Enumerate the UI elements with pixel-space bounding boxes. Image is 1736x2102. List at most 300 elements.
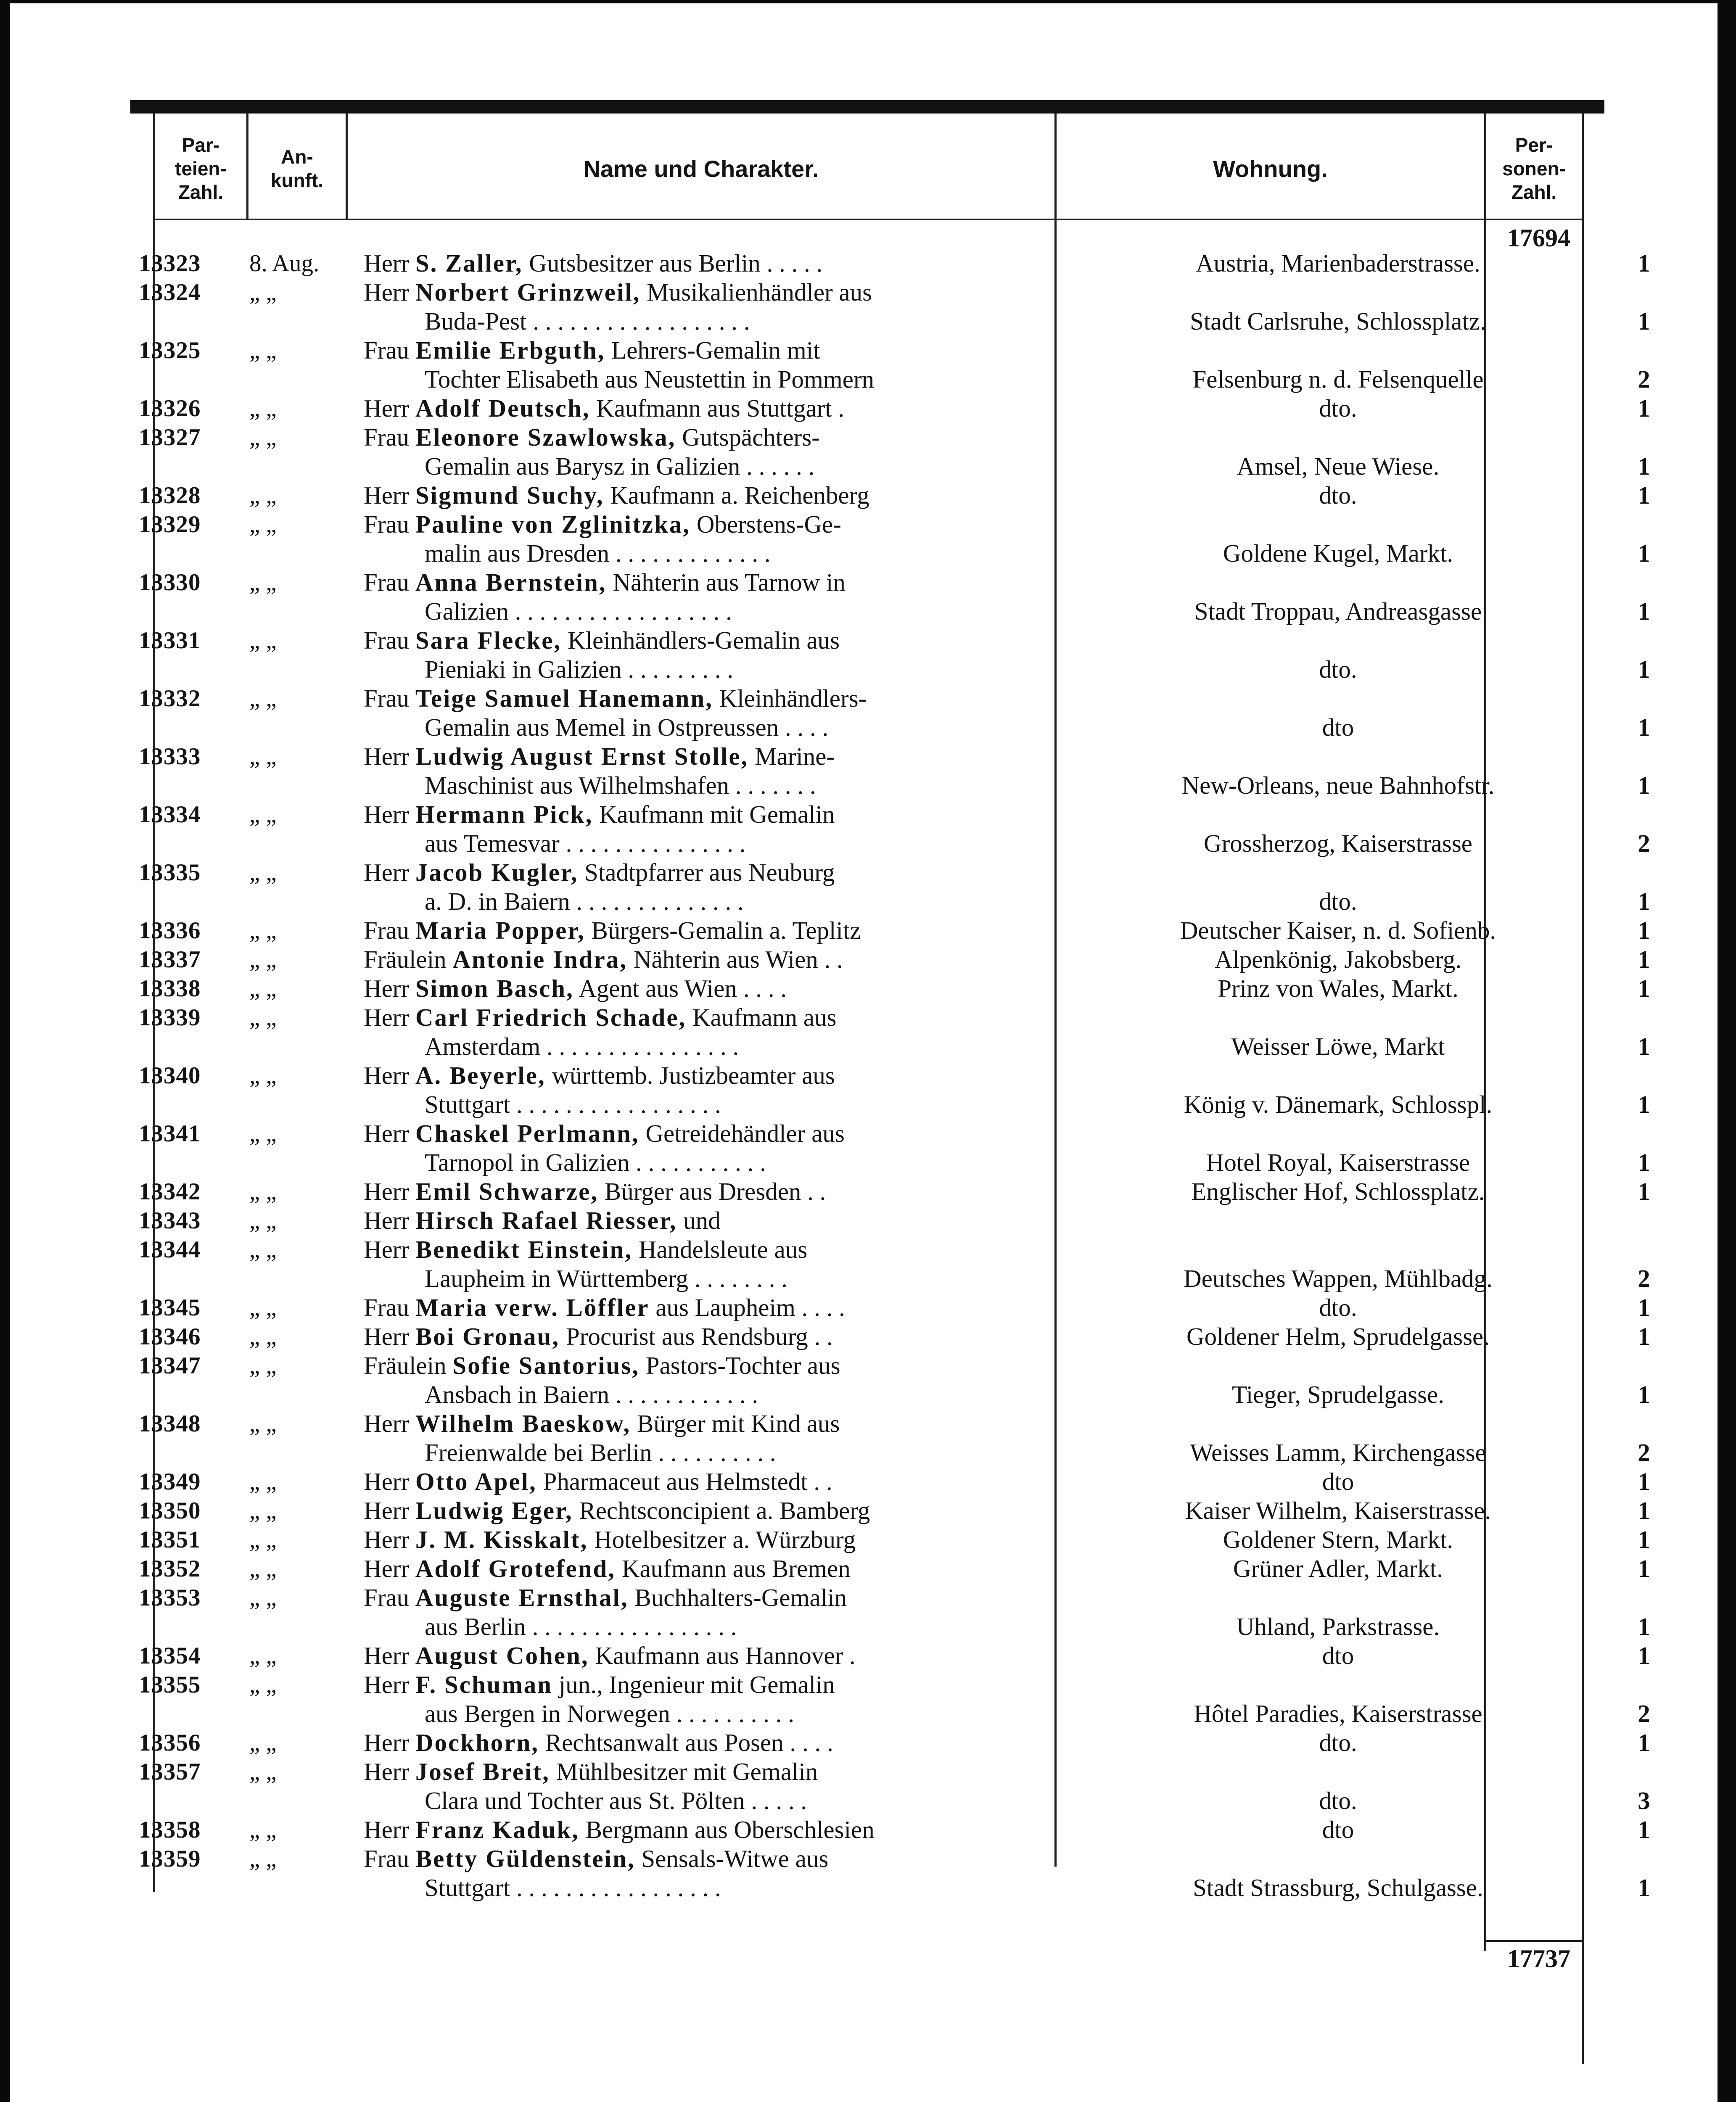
row-line xyxy=(139,829,1650,858)
party-number: 13332 xyxy=(139,685,201,712)
table-row xyxy=(139,1467,1650,1496)
guest-name-character xyxy=(364,249,1053,278)
table-row xyxy=(139,510,1650,568)
table-row xyxy=(139,684,1650,742)
party-number: 13346 xyxy=(139,1323,201,1350)
party-number: 13327 xyxy=(139,424,201,451)
guest-title: Herr xyxy=(364,1729,410,1756)
header-rule xyxy=(153,219,1583,220)
table-row xyxy=(139,945,1650,974)
header-wohnung: Wohnung. xyxy=(1213,155,1328,182)
row-line xyxy=(139,1496,1650,1525)
arrival-date: „ „ xyxy=(249,1236,277,1263)
row-line xyxy=(139,1815,1650,1844)
guest-name-character xyxy=(364,800,1053,829)
arrival-date: „ „ xyxy=(249,279,277,306)
residence: dto. xyxy=(1319,655,1357,683)
guest-name-character xyxy=(364,1757,1053,1786)
party-number: 13325 xyxy=(139,337,201,364)
guest-description: Bürger aus Dresden . . xyxy=(598,1178,826,1205)
persons-count: 1 xyxy=(1638,307,1650,335)
arrival-date: „ „ xyxy=(249,1062,277,1089)
persons-count: 1 xyxy=(1638,1033,1650,1060)
guest-description: aus Laupheim . . . . xyxy=(649,1294,845,1321)
guest-title: Frau xyxy=(364,916,410,944)
residence: dto xyxy=(1322,1468,1354,1495)
persons-count: 2 xyxy=(1638,1700,1650,1727)
persons-count: 1 xyxy=(1638,974,1650,1002)
guest-name: August Cohen, xyxy=(415,1642,589,1669)
arrival-date: „ „ xyxy=(249,1555,277,1582)
guest-title: Frau xyxy=(364,510,410,538)
row-line xyxy=(139,510,1585,539)
guest-description: Kaufmann aus Bremen xyxy=(616,1555,851,1582)
arrival-date: „ „ xyxy=(249,1817,277,1843)
residence: dto xyxy=(1322,1642,1354,1669)
residence: Weisser Löwe, Markt xyxy=(1231,1033,1445,1060)
party-number: 13330 xyxy=(139,569,201,596)
persons-count: 1 xyxy=(1638,655,1650,683)
arrival-date: „ „ xyxy=(249,743,277,770)
row-line xyxy=(139,945,1650,974)
arrival-date: „ „ xyxy=(249,685,277,712)
guest-title: Frau xyxy=(364,684,410,712)
arrival-date: „ „ xyxy=(249,1584,277,1611)
table-row xyxy=(139,1670,1650,1728)
guest-description-continued: a. D. in Baiern . . . . . . . . . . . . . . xyxy=(425,887,744,915)
guest-title: Frau xyxy=(364,336,410,364)
arrival-date: „ „ xyxy=(249,1672,277,1698)
party-number: 13342 xyxy=(139,1178,201,1205)
guest-name-character xyxy=(364,1525,1053,1554)
guest-description-continued: Stuttgart . . . . . . . . . . . . . . . . . xyxy=(425,1874,721,1901)
arrival-date: „ „ xyxy=(249,1730,277,1756)
guest-title: Frau xyxy=(364,423,410,451)
guest-description-continued: Gemalin aus Barysz in Galizien . . . . . . xyxy=(425,452,815,480)
guest-name-character xyxy=(364,1119,1053,1148)
guest-name: Maria verw. Löffler xyxy=(415,1294,650,1321)
table-row xyxy=(139,1293,1650,1322)
guest-title: Herr xyxy=(364,1062,410,1089)
table-row xyxy=(139,1322,1650,1351)
row-line xyxy=(139,336,1585,365)
row-line xyxy=(139,568,1585,597)
party-number: 13344 xyxy=(139,1236,201,1263)
arrival-date: „ „ xyxy=(249,1178,277,1205)
arrival-date: „ „ xyxy=(249,424,277,451)
guest-description: Marine- xyxy=(748,742,835,770)
guest-name-character xyxy=(364,1409,1053,1438)
party-number: 13335 xyxy=(139,859,201,886)
guest-description: Gutspächters- xyxy=(676,423,820,451)
guest-name: Adolf Grotefend, xyxy=(415,1555,616,1582)
guest-name: Emilie Erbguth, xyxy=(415,336,605,364)
guest-name: Anna Bernstein, xyxy=(415,568,607,596)
residence: Kaiser Wilhelm, Kaiserstrasse. xyxy=(1185,1497,1491,1524)
row-line xyxy=(139,887,1650,916)
row-line xyxy=(139,1786,1650,1815)
arrival-date: „ „ xyxy=(249,337,277,364)
arrival-date: 8. Aug. xyxy=(249,250,320,277)
persons-count: 1 xyxy=(1638,916,1650,944)
guest-name: Carl Friedrich Schade, xyxy=(415,1003,687,1031)
party-number: 13331 xyxy=(139,627,201,654)
guest-description-continued: Gemalin aus Memel in Ostpreussen . . . . xyxy=(425,713,829,741)
guest-name: Otto Apel, xyxy=(415,1468,537,1495)
persons-count: 1 xyxy=(1638,771,1650,799)
guest-title: Herr xyxy=(364,1120,410,1147)
guest-description-continued: Freienwalde bei Berlin . . . . . . . . . . xyxy=(425,1439,776,1466)
party-number: 13357 xyxy=(139,1759,201,1785)
row-line xyxy=(139,655,1650,684)
table-row xyxy=(139,1496,1650,1525)
row-line xyxy=(139,1583,1585,1612)
guest-description-continued: aus Berlin . . . . . . . . . . . . . . . . . xyxy=(425,1613,737,1640)
guest-name: Maria Popper, xyxy=(415,916,585,944)
residence: Uhland, Parkstrasse. xyxy=(1236,1613,1440,1640)
guest-title: Herr xyxy=(364,1003,410,1031)
party-number: 13326 xyxy=(139,395,201,422)
guest-name: Adolf Deutsch, xyxy=(415,394,590,422)
row-line xyxy=(139,771,1650,800)
guest-name-character xyxy=(364,974,1053,1003)
residence: Weisses Lamm, Kirchengasse xyxy=(1190,1439,1486,1466)
party-number: 13336 xyxy=(139,917,201,944)
residence: Grossherzog, Kaiserstrasse xyxy=(1204,829,1472,857)
guest-description-continued: Maschinist aus Wilhelmshafen . . . . . . . xyxy=(425,771,816,799)
guest-name: Chaskel Perlmann, xyxy=(415,1120,639,1147)
guest-description: württemb. Justizbeamter aus xyxy=(545,1062,835,1089)
guest-name-character xyxy=(364,510,1053,539)
table-row xyxy=(139,336,1650,394)
row-line xyxy=(139,481,1650,510)
guest-name-character xyxy=(364,1061,1053,1090)
guest-name-character xyxy=(364,1467,1053,1496)
guest-name: J. M. Kisskalt, xyxy=(415,1526,588,1553)
persons-count: 1 xyxy=(1638,1468,1650,1495)
arrival-date: „ „ xyxy=(249,859,277,886)
row-line xyxy=(139,1699,1650,1728)
arrival-date: „ „ xyxy=(249,1526,277,1553)
table-row xyxy=(139,1409,1650,1467)
guest-description: Buchhalters-Gemalin xyxy=(628,1584,847,1611)
row-line xyxy=(139,1409,1585,1438)
party-number: 13333 xyxy=(139,743,201,770)
guest-name: Franz Kaduk, xyxy=(415,1816,579,1843)
guest-description: Kleinhändlers- xyxy=(713,684,867,712)
guest-name-character xyxy=(364,1003,1053,1032)
party-number: 13348 xyxy=(139,1410,201,1437)
guest-name-character xyxy=(364,1177,1053,1206)
guest-title: Herr xyxy=(364,278,410,306)
guest-description-continued: Amsterdam . . . . . . . . . . . . . . . . xyxy=(425,1033,739,1060)
guest-description: Hotelbesitzer a. Würzburg xyxy=(588,1526,856,1553)
persons-count: 1 xyxy=(1638,1323,1650,1350)
row-line xyxy=(139,1438,1650,1467)
guest-title: Herr xyxy=(364,800,410,828)
guest-title: Herr xyxy=(364,858,410,886)
party-number: 13329 xyxy=(139,511,201,538)
row-line xyxy=(139,307,1650,336)
residence: dto xyxy=(1322,1816,1354,1843)
table-row xyxy=(139,742,1650,800)
party-number: 13328 xyxy=(139,482,201,509)
guest-name-character xyxy=(364,394,1053,423)
guest-description: Stadtpfarrer aus Neuburg xyxy=(578,858,835,886)
row-line xyxy=(139,539,1650,568)
table-row xyxy=(139,1206,1585,1235)
row-line xyxy=(139,1264,1650,1293)
row-line xyxy=(139,1728,1650,1757)
row-line xyxy=(139,1235,1585,1264)
table-row xyxy=(139,394,1650,423)
persons-count: 1 xyxy=(1638,1294,1650,1321)
residence: Hotel Royal, Kaiserstrasse xyxy=(1206,1149,1470,1176)
residence: Deutsches Wappen, Mühlbadg. xyxy=(1184,1265,1493,1292)
table-row xyxy=(139,1844,1650,1902)
residence: Stadt Strassburg, Schulgasse. xyxy=(1193,1874,1483,1901)
guest-name: S. Zaller, xyxy=(415,249,523,277)
guest-name-character xyxy=(364,481,1053,510)
party-number: 13334 xyxy=(139,801,201,828)
page-total: 17737 xyxy=(1507,1945,1570,1973)
table-row xyxy=(139,626,1650,684)
guest-description: Kleinhändlers-Gemalin aus xyxy=(561,626,840,654)
guest-title: Frau xyxy=(364,1845,410,1872)
guest-title: Herr xyxy=(364,1207,410,1234)
guest-description-continued: aus Bergen in Norwegen . . . . . . . . . . xyxy=(425,1700,794,1727)
guest-name-character xyxy=(364,423,1053,452)
top-rule xyxy=(130,100,1604,114)
row-line xyxy=(139,1467,1650,1496)
party-number: 13350 xyxy=(139,1497,201,1524)
persons-count: 1 xyxy=(1638,394,1650,422)
guest-name: Ludwig Eger, xyxy=(415,1497,573,1524)
party-number: 13355 xyxy=(139,1672,201,1698)
guest-description-continued: Pieniaki in Galizien . . . . . . . . . xyxy=(425,655,734,683)
guest-name: Boi Gronau, xyxy=(415,1323,560,1350)
persons-count: 1 xyxy=(1638,1555,1650,1582)
guest-title: Herr xyxy=(364,1497,410,1524)
table-row xyxy=(139,1119,1650,1177)
residence: Prinz von Wales, Markt. xyxy=(1218,974,1459,1002)
persons-count: 1 xyxy=(1638,1874,1650,1901)
row-line xyxy=(139,1612,1650,1641)
party-number: 13345 xyxy=(139,1294,201,1321)
guest-name-character xyxy=(364,858,1053,887)
guest-name-character xyxy=(364,1583,1053,1612)
guest-title: Herr xyxy=(364,1410,410,1437)
guest-name-character xyxy=(364,568,1053,597)
guest-description: Kaufmann aus Hannover . xyxy=(589,1642,856,1669)
persons-count: 3 xyxy=(1638,1787,1650,1814)
guest-title: Herr xyxy=(364,1468,410,1495)
guest-name: Pauline von Zglinitzka, xyxy=(415,510,691,538)
guest-description: Bürger mit Kind aus xyxy=(631,1410,840,1437)
guest-name: Emil Schwarze, xyxy=(415,1178,599,1205)
guest-description-continued: malin aus Dresden . . . . . . . . . . . . . xyxy=(425,539,771,567)
row-line xyxy=(139,713,1650,742)
table-row xyxy=(139,1003,1650,1061)
row-line xyxy=(139,1206,1585,1235)
arrival-date: „ „ xyxy=(249,1207,277,1234)
arrival-date: „ „ xyxy=(249,1323,277,1350)
guest-title: Herr xyxy=(364,742,410,770)
persons-count: 2 xyxy=(1638,1265,1650,1292)
table-row xyxy=(139,1525,1650,1554)
residence: Amsel, Neue Wiese. xyxy=(1237,452,1440,480)
guest-name: F. Schuman xyxy=(415,1671,553,1698)
residence: dto xyxy=(1322,713,1354,741)
guest-title: Frau xyxy=(364,1584,410,1611)
guest-title: Herr xyxy=(364,1671,410,1698)
guest-description-continued: aus Temesvar . . . . . . . . . . . . . . . xyxy=(425,829,746,857)
residence: Alpenkönig, Jakobsberg. xyxy=(1214,945,1462,973)
row-line xyxy=(139,1090,1650,1119)
guest-description-continued: Tarnopol in Galizien . . . . . . . . . . . xyxy=(425,1149,766,1176)
guest-name-character xyxy=(364,1351,1053,1380)
arrival-date: „ „ xyxy=(249,946,277,973)
guest-description: Gutsbesitzer aus Berlin . . . . . xyxy=(523,249,823,277)
guest-name: Antonie Indra, xyxy=(452,945,628,973)
guest-title: Fräulein xyxy=(364,1352,447,1379)
row-line xyxy=(139,278,1585,307)
carry-over-total: 17694 xyxy=(1507,224,1570,252)
table-row xyxy=(139,916,1650,945)
residence: dto. xyxy=(1319,394,1357,422)
table-row xyxy=(139,249,1650,278)
guest-description: und xyxy=(677,1207,721,1234)
party-number: 13356 xyxy=(139,1730,201,1756)
party-number: 13341 xyxy=(139,1120,201,1147)
guest-name: Simon Basch, xyxy=(415,974,574,1002)
arrival-date: „ „ xyxy=(249,1468,277,1495)
total-rule xyxy=(1486,1940,1582,1942)
guest-description: Lehrers-Gemalin mit xyxy=(605,336,820,364)
row-line xyxy=(139,800,1585,829)
table-row xyxy=(139,481,1650,510)
party-number: 13323 xyxy=(139,250,201,277)
persons-count: 1 xyxy=(1638,1816,1650,1843)
arrival-date: „ „ xyxy=(249,1294,277,1321)
guest-name-character xyxy=(364,1844,1053,1873)
arrival-date: „ „ xyxy=(249,1643,277,1669)
arrival-date: „ „ xyxy=(249,1410,277,1437)
party-number: 13324 xyxy=(139,279,201,306)
persons-count: 2 xyxy=(1638,1439,1650,1466)
residence: dto. xyxy=(1319,1729,1357,1756)
row-line xyxy=(139,1148,1650,1177)
arrival-date: „ „ xyxy=(249,917,277,944)
row-line xyxy=(139,742,1585,771)
party-number: 13347 xyxy=(139,1352,201,1379)
guest-name-character xyxy=(364,1554,1053,1583)
persons-count: 1 xyxy=(1638,249,1650,277)
persons-count: 1 xyxy=(1638,945,1650,973)
guest-description: Rechtsanwalt aus Posen . . . . xyxy=(539,1729,833,1756)
row-line xyxy=(139,423,1585,452)
table-row xyxy=(139,1061,1650,1119)
guest-title: Herr xyxy=(364,1816,410,1843)
persons-count: 1 xyxy=(1638,1149,1650,1176)
guest-title: Herr xyxy=(364,1526,410,1553)
guest-name: Ludwig August Ernst Stolle, xyxy=(415,742,749,770)
arrival-date: „ „ xyxy=(249,1759,277,1785)
party-number: 13338 xyxy=(139,975,201,1002)
guest-title: Herr xyxy=(364,1323,410,1350)
guest-name: Betty Güldenstein, xyxy=(415,1845,635,1872)
guest-description: Kaufmann mit Gemalin xyxy=(593,800,835,828)
row-line xyxy=(139,1322,1650,1351)
party-number: 13353 xyxy=(139,1584,201,1611)
residence: dto. xyxy=(1319,1294,1357,1321)
guest-description: Agent aus Wien . . . . xyxy=(573,974,787,1002)
party-number: 13358 xyxy=(139,1817,201,1843)
header-parteien-zahl: Par- teien- Zahl. xyxy=(175,134,227,203)
persons-count: 1 xyxy=(1638,887,1650,915)
row-line xyxy=(139,916,1650,945)
table-row xyxy=(139,1554,1650,1583)
guest-description: Oberstens-Ge- xyxy=(690,510,841,538)
row-line xyxy=(139,1757,1585,1786)
guest-title: Frau xyxy=(364,568,410,596)
row-line xyxy=(139,1670,1585,1699)
guest-name: Auguste Ernsthal, xyxy=(415,1584,629,1611)
row-line xyxy=(139,1293,1650,1322)
guest-description: Bergmann aus Oberschlesien xyxy=(579,1816,875,1843)
party-number: 13359 xyxy=(139,1846,201,1872)
persons-count: 1 xyxy=(1638,713,1650,741)
residence: Austria, Marienbaderstrasse. xyxy=(1196,249,1480,277)
guest-title: Frau xyxy=(364,626,410,654)
arrival-date: „ „ xyxy=(249,569,277,596)
guest-title: Herr xyxy=(364,249,410,277)
row-line xyxy=(139,1351,1585,1380)
guest-name: Dockhorn, xyxy=(415,1729,539,1756)
residence: Felsenburg n. d. Felsenquelle xyxy=(1192,365,1484,393)
row-line xyxy=(139,1554,1650,1583)
residence: Goldene Kugel, Markt. xyxy=(1223,539,1453,567)
table-row xyxy=(139,1583,1650,1641)
header-ankunft: An- kunft. xyxy=(270,146,324,191)
arrival-date: „ „ xyxy=(249,395,277,422)
row-line xyxy=(139,858,1585,887)
persons-count: 1 xyxy=(1638,1642,1650,1669)
guest-description: Rechtsconcipient a. Bamberg xyxy=(573,1497,870,1524)
arrival-date: „ „ xyxy=(249,1352,277,1379)
guest-description: Nähterin aus Tarnow in xyxy=(606,568,846,596)
guest-name: Teige Samuel Hanemann, xyxy=(415,684,713,712)
guest-name-character xyxy=(364,1496,1053,1525)
guest-description: Kaufmann aus xyxy=(686,1003,837,1031)
guest-name-character xyxy=(364,626,1053,655)
guest-name-character xyxy=(364,1235,1053,1264)
row-line xyxy=(139,1525,1650,1554)
guest-description: Pharmaceut aus Helmstedt . . xyxy=(536,1468,832,1495)
row-line xyxy=(139,1061,1585,1090)
guest-name-character xyxy=(364,1641,1053,1670)
guest-name: Sara Flecke, xyxy=(415,626,562,654)
arrival-date: „ „ xyxy=(249,801,277,828)
row-line xyxy=(139,249,1650,278)
header-name-und-charakter: Name und Charakter. xyxy=(583,155,819,182)
table-row xyxy=(139,1235,1650,1293)
arrival-date: „ „ xyxy=(249,1004,277,1031)
row-line xyxy=(139,394,1650,423)
arrival-date: „ „ xyxy=(249,1120,277,1147)
guest-description-continued: Clara und Tochter aus St. Pölten . . . . . xyxy=(425,1787,807,1814)
guest-title: Frau xyxy=(364,1294,410,1321)
